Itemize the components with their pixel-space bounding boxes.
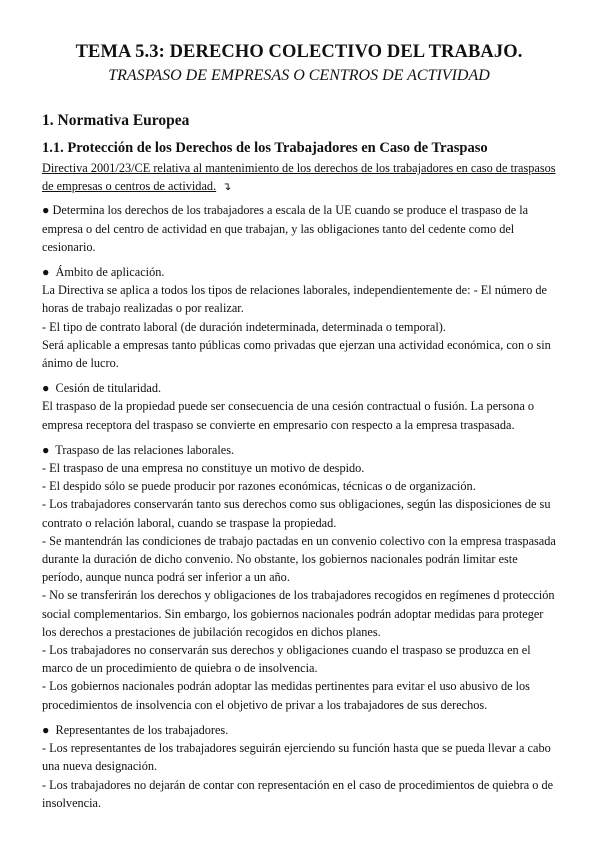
- paragraph-line: - Los trabajadores conservarán tanto sus derechos como sus obligaciones, según las disposiciones de su contrato o relación laboral, cuando se traspase la propiedad.: [42, 497, 551, 530]
- paragraph-line: Determina los derechos de los trabajadores a escala de la UE cuando se produce el traspaso de la empresa o del centro de actividad en que trabajan, y las obligaciones tanto del cedente como del cesionario.: [42, 203, 529, 254]
- bullet-section-traspaso: [42, 441, 556, 714]
- paragraph-line: - Los representantes de los trabajadores seguirán ejerciendo su función hasta que se pueda llevar a cabo una nueva designación.: [42, 741, 551, 774]
- bullet-icon: ●: [42, 203, 50, 218]
- bullet-icon: ●: [42, 265, 50, 280]
- directive-reference-text: Directiva 2001/23/CE relativa al mantenimiento de los derechos de los trabajadores en caso de traspasos de empresas o centros de actividad.: [42, 161, 556, 194]
- bullet-section-determina: [42, 201, 556, 256]
- paragraph-line: - Los trabajadores no dejarán de contar con representación en el caso de procedimientos de quiebra o de insolvencia.: [42, 777, 554, 810]
- bullet-icon: ●: [42, 722, 50, 737]
- bullet-section-cesion: [42, 379, 556, 434]
- paragraph-line: - Los gobiernos nacionales podrán adoptar las medidas pertinentes para evitar el uso abusivo de los procedimientos de insolvencia con el objetivo de privar a los trabajadores de sus derechos.: [42, 679, 530, 712]
- document-title: TEMA 5.3: DERECHO COLECTIVO DEL TRABAJO.: [75, 42, 523, 62]
- bullet-heading-text: Cesión de titularidad.: [55, 381, 162, 396]
- return-arrow-icon: ↴: [222, 180, 232, 194]
- bullet-section-ambito: [42, 263, 556, 372]
- paragraph-line: - El tipo de contrato laboral (de duración indeterminada, determinada o temporal).: [42, 319, 446, 334]
- paragraph-line: - Los trabajadores no conservarán sus derechos y obligaciones cuando el traspaso se produzca en el marco de un procedimiento de quiebra o de insolvencia.: [42, 643, 531, 676]
- paragraph-line: La Directiva se aplica a todos los tipos de relaciones laborales, independientemente de: - El número de horas de trabajo realizadas o por realizar.: [42, 283, 548, 316]
- paragraph-line: - No se transferirán los derechos y obligaciones de los trabajadores recogidos en regímenes d protección social complementarios. Sin embargo, los gobiernos nacionales podrán adoptar medidas para proteger los derechos a prestaciones de jubilación recogidos en dichos planes.: [42, 588, 555, 639]
- paragraph-line: - El despido sólo se puede producir por razones económicas, técnicas o de organización.: [42, 479, 476, 494]
- bullet-heading: [42, 441, 556, 459]
- paragraph-line: Será aplicable a empresas tanto públicas como privadas que ejerzan una actividad económica, con o sin ánimo de lucro.: [42, 337, 551, 371]
- paragraph-line: - Se mantendrán las condiciones de trabajo pactadas en un convenio colectivo con la empresa traspasada durante la duración de dicho convenio. No obstante, los gobiernos nacionales podrán limitar este período, aunque nunca podrá ser inferior a un año.: [42, 533, 556, 585]
- bullet-heading: [42, 379, 556, 397]
- bullet-heading-text: Ámbito de aplicación.: [55, 265, 165, 280]
- bullet-section-representantes: [42, 721, 556, 812]
- subsection-heading: 1.1. Protección de los Derechos de los Trabajadores en Caso de Traspaso: [42, 140, 488, 156]
- paragraph-line: - El traspaso de una empresa no constituye un motivo de despido.: [42, 461, 365, 476]
- bullet-icon: ●: [42, 442, 50, 457]
- bullet-heading: [42, 263, 556, 281]
- directive-reference: [42, 159, 556, 196]
- document-subtitle: TRASPASO DE EMPRESAS O CENTROS DE ACTIVIDAD: [108, 67, 490, 84]
- paragraph-line: El traspaso de la propiedad puede ser consecuencia de una cesión contractual o fusión. La persona o empresa receptora del traspaso se convierte en empresario con respecto a la empresa traspasada.: [42, 399, 535, 432]
- bullet-icon: ●: [42, 381, 50, 396]
- bullet-heading: [42, 721, 556, 739]
- bullet-heading-text: Representantes de los trabajadores.: [55, 722, 229, 737]
- section-heading: 1. Normativa Europea: [42, 112, 190, 129]
- bullet-heading-text: Traspaso de las relaciones laborales.: [55, 442, 235, 457]
